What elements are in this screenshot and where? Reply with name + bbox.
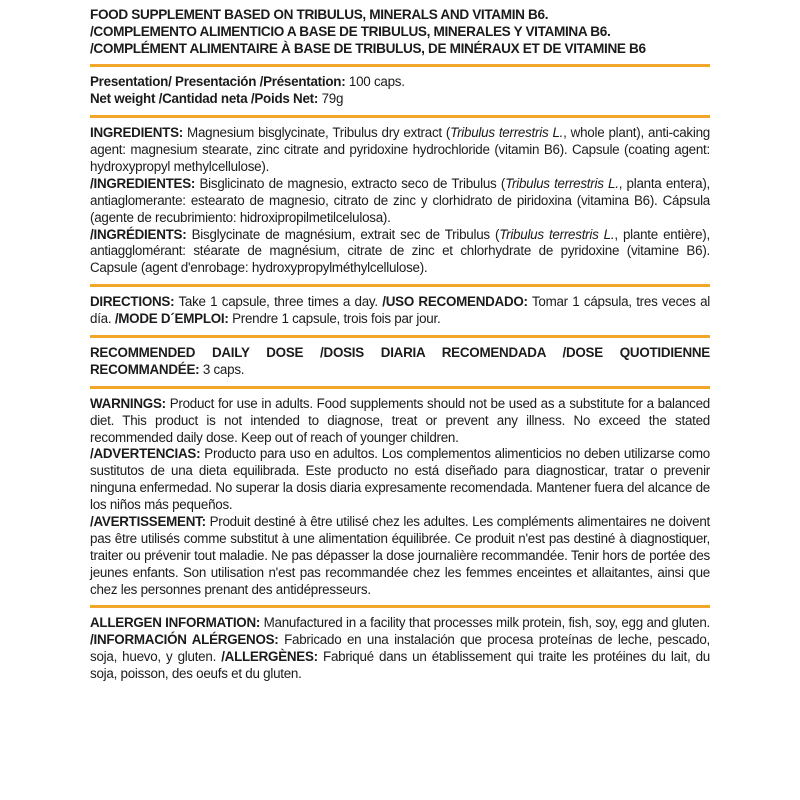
- warnings-fr-text: Produit destiné à être utilisé chez les adultes. Les compléments alimentaires ne doivent pas être utilisés comme substitut à une alimentation équilibrée. Ce produit n'est pas destiné à diagnostiquer, traiter ou prévenir tout maladie. Ne pas dépasser la dose journalière recommandée. Tenir hors de portée des jeunes enfants. Son utilisation n'est pas recommandée chez les femmes enceintes et allaitantes, ainsi que chez les personnes prenant des antidépresseurs.: [90, 513, 710, 597]
- latin-name: Tribulus terrestris L.: [499, 226, 615, 242]
- allergens-fr-label: /ALLERGÈNES:: [221, 649, 318, 665]
- warnings-en-text: Product for use in adults. Food supplements should not be used as a substitute for a balanced diet. This product is not intended to diagnose, treat or prevent any illness. No exceed the stated recommended daily dose. Keep out of reach of younger children.: [90, 395, 710, 445]
- directions-section: [90, 290, 710, 332]
- allergens-en-label: ALLERGEN INFORMATION:: [90, 615, 261, 631]
- latin-name: Tribulus terrestris L.: [450, 125, 564, 141]
- directions-fr-label: /MODE D´EMPLOI:: [114, 311, 229, 327]
- warnings-section: [90, 392, 710, 603]
- allergens-es-text: Fabricado en una instalación que procesa proteínas de leche, pescado, soja, huevo, y gluten.: [90, 632, 710, 665]
- warnings-fr: [90, 514, 710, 598]
- ingredients-es: [90, 176, 710, 227]
- warnings-es-label: /ADVERTENCIAS:: [90, 446, 201, 462]
- warnings-fr-label: /AVERTISSEMENT:: [90, 513, 206, 529]
- warnings-es: [90, 446, 710, 514]
- divider: [90, 64, 710, 67]
- ingredients-es-text: Bisglicinato de magnesio, extracto seco de Tribulus (: [195, 175, 506, 191]
- product-title: [90, 6, 710, 61]
- directions-en-label: DIRECTIONS:: [90, 294, 175, 310]
- title-en: FOOD SUPPLEMENT BASED ON TRIBULUS, MINERALS AND VITAMIN B6.: [90, 7, 549, 22]
- divider: [90, 115, 710, 118]
- dose-text: [90, 345, 710, 379]
- ingredients-en-text: Magnesium bisglycinate, Tribulus dry extract (: [182, 125, 451, 141]
- presentation-section: [90, 70, 710, 112]
- ingredients-en: [90, 125, 710, 176]
- ingredients-fr-label: /INGRÉDIENTS:: [90, 226, 187, 242]
- directions-es-label: /USO RECOMENDADO:: [382, 294, 528, 310]
- ingredients-fr: [90, 227, 710, 278]
- warnings-en: [90, 396, 710, 447]
- title-es: /COMPLEMENTO ALIMENTICIO A BASE DE TRIBULUS, MINERALES Y VITAMINA B6.: [90, 24, 611, 40]
- warnings-en-label: WARNINGS:: [90, 395, 166, 411]
- directions-fr-text: Prendre 1 capsule, trois fois par jour.: [228, 311, 441, 327]
- ingredients-en-label: INGREDIENTS:: [90, 125, 183, 141]
- net-weight-value: 79g: [318, 91, 344, 107]
- divider: [90, 335, 710, 338]
- allergens-en-text: Manufactured in a facility that processes milk protein, fish, soy, egg and gluten.: [260, 615, 710, 631]
- divider: [90, 386, 710, 389]
- directions-text: [90, 294, 710, 328]
- ingredients-fr-text-2: , plante entière), antiagglomérant: stéarate de magnésium, citrate de zinc et chlorhydrate de pyridoxine (vitamine B6). Capsule (agent d'enrobage: hydroxypropylméthylcellulose).: [90, 226, 710, 276]
- divider: [90, 284, 710, 287]
- presentation-label: Presentation/ Presentación /Présentation:: [90, 74, 346, 90]
- ingredients-section: [90, 121, 710, 281]
- ingredients-en-text-2: , whole plant), anti-caking agent: magnesium stearate, zinc citrate and pyridoxine hydrochloride (vitamin B6). Capsule (coating agent: hydroxypropyl methylcellulose).: [90, 125, 711, 174]
- dose-value: 3 caps.: [199, 361, 245, 377]
- allergens-es-label: /INFORMACIÓN ALÉRGENOS:: [90, 632, 279, 648]
- warnings-es-text: Producto para uso en adultos. Los complementos alimenticios no deben utilizarse como sustitutos de una dieta equilibrada. Este producto no está diseñado para diagnosticar, tratar o prevenir ninguna enfermedad. No superar la dosis diaria expresamente recomendada. Mantener fuera del alcance de los niños más pequeños.: [90, 446, 710, 513]
- net-weight-line: [90, 91, 710, 108]
- net-weight-label: Net weight /Cantidad neta /Poids Net:: [90, 91, 319, 107]
- allergens-section: [90, 611, 710, 687]
- allergens-fr-text: Fabriqué dans un établissement qui traite les protéines du lait, du soja, poisson, des oeufs et du gluten.: [90, 649, 710, 682]
- presentation-line: [90, 74, 710, 91]
- title-fr: /COMPLÉMENT ALIMENTAIRE À BASE DE TRIBULUS, DE MINÉRAUX ET DE VITAMINE B6: [90, 41, 646, 57]
- directions-es-text: Tomar 1 cápsula, tres veces al día.: [90, 294, 710, 327]
- ingredients-fr-text: Bisglycinate de magnésium, extrait sec de Tribulus (: [186, 226, 500, 242]
- divider: [90, 605, 710, 608]
- dose-label: RECOMMENDED DAILY DOSE /DOSIS DIARIA RECOMENDADA /DOSE QUOTIDIENNE RECOMMANDÉE:: [90, 344, 710, 377]
- directions-en-text: Take 1 capsule, three times a day.: [174, 294, 383, 310]
- allergens-text: [90, 615, 710, 683]
- ingredients-es-label: /INGREDIENTES:: [90, 175, 196, 191]
- presentation-value: 100 caps.: [345, 74, 405, 90]
- dose-section: [90, 341, 710, 383]
- ingredients-es-text-2: , planta entera), antiaglomerante: estearato de magnesio, citrato de zinc y clorhidrato de piridoxina (vitamina B6). Cápsula (agente de recubrimiento: hidroxipropilmetilcelulosa).: [90, 175, 711, 225]
- latin-name: Tribulus terrestris L.: [505, 175, 619, 191]
